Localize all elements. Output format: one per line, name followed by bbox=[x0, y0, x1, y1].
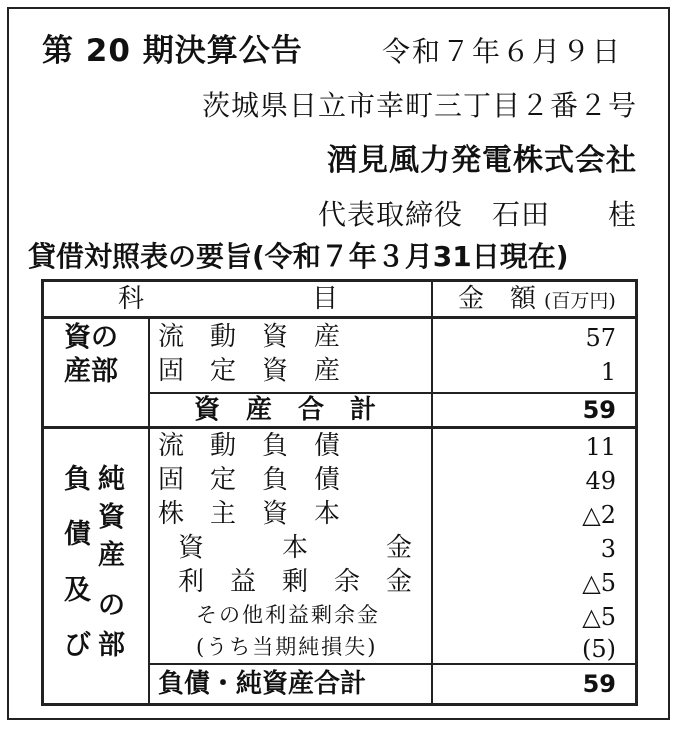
row-value: 57 bbox=[585, 324, 616, 352]
header-unit: (百万円) bbox=[544, 290, 616, 312]
net-assets-label-char: 資 bbox=[98, 502, 125, 533]
row-label: その他利益剰余金 bbox=[196, 603, 380, 627]
company-address: 茨城県日立市幸町三丁目２番２号 bbox=[201, 89, 637, 122]
liabilities-total-value: 59 bbox=[582, 670, 616, 698]
assets-group-label-line2: 産部 bbox=[64, 356, 118, 387]
header-item-right: 目 bbox=[312, 284, 339, 314]
liabilities-label-char: 負 bbox=[64, 464, 91, 495]
liabilities-label-char: 及 bbox=[64, 575, 91, 606]
row-value: △2 bbox=[582, 501, 616, 529]
header-item-left: 科 bbox=[118, 284, 145, 314]
assets-total-label: 資 産 合 計 bbox=[194, 395, 377, 425]
row-label: 資 本 金 bbox=[178, 533, 413, 563]
assets-group-label-line1: 資の bbox=[64, 322, 118, 353]
row-value: △5 bbox=[582, 569, 616, 597]
notice-date: 令和７年６月９日 bbox=[382, 35, 623, 68]
row-value: 11 bbox=[585, 433, 616, 461]
row-label: 利 益 剰 余 金 bbox=[178, 567, 413, 597]
row-value: 3 bbox=[600, 535, 616, 563]
row-value: △5 bbox=[582, 603, 616, 631]
liabilities-label-char: 債 bbox=[64, 519, 91, 550]
group-column-divider bbox=[148, 316, 150, 703]
assets-total-divider bbox=[148, 392, 635, 394]
representative-name: 代表取締役 石田 桂 bbox=[317, 198, 637, 231]
balance-sheet-table bbox=[41, 279, 638, 706]
amount-column-divider bbox=[431, 282, 433, 703]
row-label: (うち当期純損失) bbox=[196, 635, 378, 659]
row-label: 流 動 資 産 bbox=[158, 322, 341, 352]
header-amount: 金 額 bbox=[458, 284, 537, 314]
row-label: 株 主 資 本 bbox=[158, 499, 341, 529]
liabilities-label-char: び bbox=[64, 630, 91, 661]
row-label: 流 動 負 債 bbox=[158, 431, 341, 461]
row-label: 固 定 資 産 bbox=[158, 356, 341, 386]
row-value: 1 bbox=[600, 358, 616, 386]
header-divider bbox=[44, 316, 635, 319]
notice-title: 第 20 期決算公告 bbox=[42, 33, 303, 69]
net-assets-label-char: 部 bbox=[98, 630, 125, 661]
row-value: 49 bbox=[585, 467, 616, 495]
assets-total-value: 59 bbox=[582, 396, 616, 424]
net-assets-label-char: 純 bbox=[98, 464, 125, 495]
row-value: (5) bbox=[582, 635, 616, 663]
row-label: 固 定 負 債 bbox=[158, 465, 341, 495]
balance-sheet-heading: 貸借対照表の要旨(令和７年３月31日現在) bbox=[28, 240, 569, 273]
net-assets-label-char: の bbox=[98, 590, 125, 621]
net-assets-label-char: 産 bbox=[98, 540, 125, 571]
company-name: 酒見風力発電株式会社 bbox=[327, 143, 637, 178]
liabilities-total-label: 負債・純資産合計 bbox=[158, 669, 367, 699]
liabilities-total-divider bbox=[148, 663, 635, 665]
section-divider bbox=[44, 426, 635, 429]
